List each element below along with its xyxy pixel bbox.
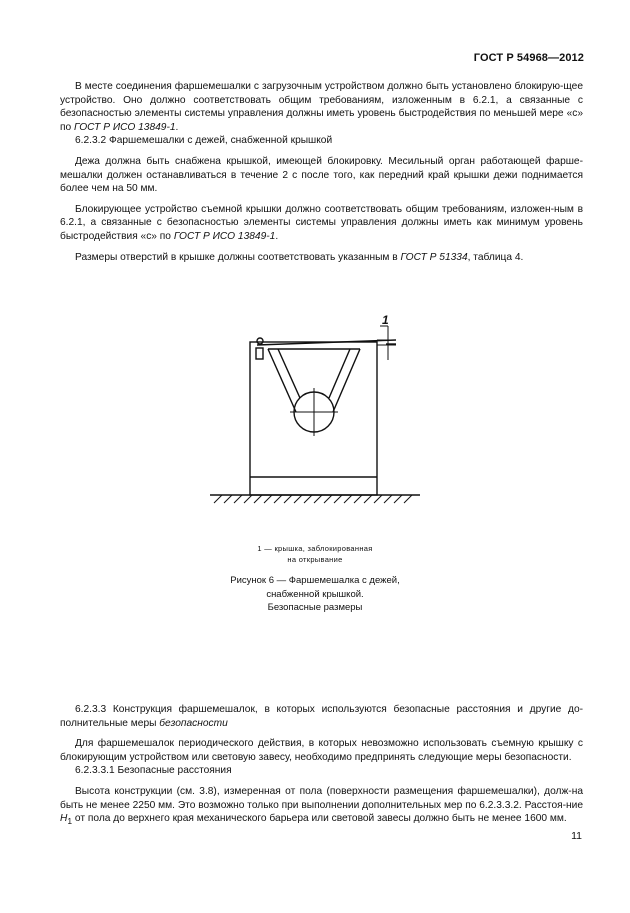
height-variable: H <box>60 813 68 825</box>
section-heading-6-2-3-3-1: 6.2.3.3.1 Безопасные расстояния <box>75 765 232 777</box>
interlock-switch <box>256 348 263 359</box>
figure-caption-line: Рисунок 6 — Фаршемешалка с дежей, <box>230 575 400 586</box>
section-heading-6-2-3-3: 6.2.3.3 Конструкция фаршемешалок, в которых используются безопасные расстояния и другие до-полнительные меры безопасности <box>60 704 583 729</box>
callout-label: 1 <box>382 313 389 327</box>
bottom-text-block <box>60 703 583 829</box>
paragraph-opening-sizes: Размеры отверстий в крышке должны соответствовать указанным в ГОСТ Р 51334, таблица 4. <box>75 251 524 263</box>
figure-caption-line: Безопасные размеры <box>267 602 363 613</box>
figure-legend <box>0 543 630 565</box>
section-heading-6-2-3-2: 6.2.3.2 Фаршемешалки с дежей, снабженной крышкой <box>75 135 333 147</box>
standard-reference: ГОСТ Р ИСО 13849-1 <box>173 230 276 242</box>
page-number: 11 <box>571 830 582 842</box>
paragraph-periodic-mixers: Для фаршемешалок периодического действия, в которых невозможно использовать съемную крышку с блокирующим устройством или световую завесу, необходимо предпринять следующие меры безопасности. <box>60 738 583 763</box>
figure-legend-line: 1 — крышка, заблокированная <box>257 544 373 553</box>
blade-right-inner <box>329 349 350 398</box>
standard-reference: ГОСТ Р ИСО 13849-1 <box>74 121 176 133</box>
top-text-block <box>60 80 583 264</box>
paragraph-lid-requirement: Дежа должна быть снабжена крышкой, имеющей блокировку. Месильный орган работающей фарше-мешалки должен останавливаться в течение 2 с после того, как передний край крышки дежи поднимается более чем на 50 мм. <box>60 155 583 195</box>
floor-hatching <box>214 495 412 503</box>
paragraph-lid-interlock: Блокирующее устройство съемной крышки должно соответствовать общим требованиям, изложен-ным в 6.2.1, а связанные с безопасностью элементы системы управления должны иметь как минимум уровень быстродействия «с» по ГОСТ Р ИСО 13849-1. <box>60 203 583 242</box>
height-variable-subscript: 1 <box>67 816 73 827</box>
figure-caption-line: снабженной крышкой. <box>266 588 364 600</box>
blade-left-inner <box>278 349 300 398</box>
figure-legend-line: на открывание <box>287 555 343 564</box>
lid-hinge <box>257 338 263 344</box>
mixer-diagram <box>0 300 630 530</box>
figure-caption <box>0 574 630 615</box>
document-id-header: ГОСТ Р 54968—2012 <box>473 52 584 64</box>
paragraph-interlock-loading: В месте соединения фаршемешалки с загрузочным устройством должно быть установлено блокирую-щее устройство. Оно должно соответствовать общим требованиям, изложенным в 6.2.1, а связанные с безопасностью элементы системы управления должны иметь уровень быстродействия по меньшей мере «с» по ГОСТ Р ИСО 13849-1. <box>60 81 583 133</box>
standard-reference: ГОСТ Р 51334 <box>400 251 468 263</box>
paragraph-safe-distances: Высота конструкции (см. 3.8), измеренная от пола (поверхности размещения фаршемешалки), долж-на быть не менее 2250 мм. Это возможно только при выполнении дополнительных мер по 6.2.3.3.2. Расстоя-ние $H_1$ от пола до верхнего края механического барьера или световой завесы должно быть не менее 1600 мм. <box>60 785 583 827</box>
